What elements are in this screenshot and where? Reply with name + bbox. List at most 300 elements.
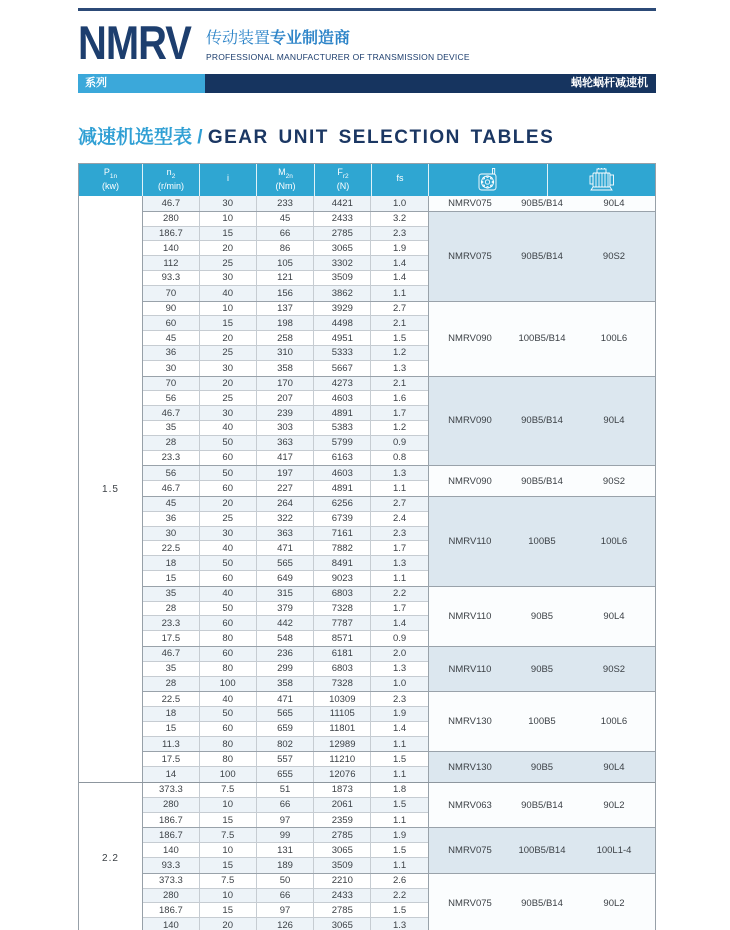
table-row [143,271,428,286]
model-name: NMRV110 [448,663,492,675]
cell-service-factor: 1.3 [392,467,407,479]
cell-output-speed: 30 [143,527,200,541]
cell-service-factor: 1.1 [392,483,407,495]
model-group [143,196,655,212]
cell-torque: 358 [257,677,315,692]
cell-ratio: 30 [200,361,257,376]
cell-ratio: 15 [200,316,257,330]
column-header-ratio: i [200,164,257,196]
cell-torque: 442 [257,616,315,630]
cell-radial-load: 4891 [314,406,371,420]
cell-ratio: 30 [200,527,257,541]
series-label: 系列 [78,74,205,93]
flange-size: 90B5/B14 [521,415,563,427]
cell-radial-load: 2061 [314,798,371,812]
cell-ratio: 60 [200,451,257,466]
table-row [143,196,428,211]
cell-radial-load: 7161 [314,527,371,541]
cell-service-factor: 1.8 [392,784,407,796]
model-selection-cell [429,377,655,466]
table-row [143,361,428,376]
series-bar [78,74,656,93]
table-row [143,722,428,737]
data-rows [143,752,429,782]
cell-ratio: 50 [200,602,257,616]
table-row [143,631,428,646]
cell-output-speed: 280 [143,798,200,812]
page-title-english: GEAR UNIT SELECTION TABLES [207,127,555,148]
table-row [143,767,428,782]
cell-torque: 471 [257,541,315,555]
cell-output-speed: 11.3 [143,737,200,752]
data-rows [143,874,429,930]
table-row [143,346,428,361]
cell-service-factor: 0.9 [392,437,407,449]
flange-size: 90B5 [530,663,554,675]
cell-service-factor: 1.5 [392,799,407,811]
column-header-gearbox [429,164,548,196]
table-row [143,256,428,271]
cell-service-factor: 1.6 [392,392,407,404]
model-group [143,212,655,302]
table-row [143,828,428,843]
cell-radial-load: 6803 [314,587,371,601]
cell-output-speed: 22.5 [143,692,200,706]
motor-size: 90L2 [603,799,625,811]
cell-output-speed: 35 [143,421,200,435]
cell-torque: 131 [257,843,315,857]
cell-ratio: 15 [200,227,257,241]
flange-size: 90B5/B14 [521,799,563,811]
cell-radial-load: 8491 [314,556,371,570]
data-rows [143,647,429,691]
table-row [143,616,428,631]
model-selection-cell [429,302,655,376]
cell-radial-load: 6803 [314,662,371,676]
cell-radial-load: 11801 [314,722,371,736]
gearbox-icon [475,167,501,193]
table-row [143,813,428,828]
motor-size: 90L4 [603,197,625,209]
cell-torque: 379 [257,602,315,616]
cell-service-factor: 1.3 [392,557,407,569]
cell-output-speed: 15 [143,722,200,736]
motor-size: 100L6 [600,535,628,547]
motor-size: 90L4 [603,415,625,427]
cell-service-factor: 2.7 [392,302,407,314]
cell-radial-load: 6739 [314,512,371,526]
cell-output-speed: 28 [143,436,200,450]
cell-output-speed: 93.3 [143,858,200,873]
model-name: NMRV090 [448,333,492,345]
column-header-power: $P_{1n}$ (kw) [79,164,143,196]
table-row [143,647,428,662]
model-name: NMRV090 [448,415,492,427]
cell-service-factor: 1.3 [392,920,407,930]
data-rows [143,377,429,466]
cell-radial-load: 8571 [314,631,371,646]
cell-torque: 310 [257,346,315,360]
cell-ratio: 60 [200,481,257,496]
cell-service-factor: 1.0 [392,678,407,690]
table-row [143,227,428,242]
column-header-radial-load: $F_{r2}$ (N) [315,164,372,196]
data-rows [143,828,429,872]
flange-size: 100B5/B14 [518,333,566,345]
brand-tagline [206,30,470,62]
cell-torque: 105 [257,256,315,270]
cell-radial-load: 3862 [314,286,371,301]
cell-torque: 363 [257,527,315,541]
cell-service-factor: 2.2 [392,588,407,600]
cell-torque: 299 [257,662,315,676]
cell-output-speed: 186.7 [143,227,200,241]
cell-torque: 557 [257,752,315,766]
table-row [143,286,428,301]
cell-service-factor: 2.3 [392,693,407,705]
data-rows [143,466,429,496]
flange-size: 90B5 [530,610,554,622]
cell-output-speed: 46.7 [143,196,200,211]
gear-unit-selection-table [78,163,656,930]
cell-torque: 471 [257,692,315,706]
cell-output-speed: 112 [143,256,200,270]
table-row [143,512,428,527]
model-name: NMRV063 [448,799,492,811]
table-row [143,677,428,692]
power-group-2.2 [79,783,655,930]
cell-output-speed: 17.5 [143,752,200,766]
cell-torque: 649 [257,571,315,586]
cell-service-factor: 2.2 [392,890,407,902]
model-group [143,497,655,587]
cell-radial-load: 7882 [314,541,371,555]
cell-radial-load: 5383 [314,421,371,435]
cell-output-speed: 186.7 [143,828,200,842]
model-name: NMRV130 [448,761,492,773]
cell-ratio: 40 [200,286,257,301]
cell-torque: 126 [257,918,315,930]
cell-service-factor: 1.3 [392,362,407,374]
cell-radial-load: 4951 [314,331,371,345]
table-row [143,843,428,858]
table-row [143,556,428,571]
cell-service-factor: 1.7 [392,407,407,419]
data-rows [143,212,429,301]
power-group-1.5 [79,196,655,783]
cell-torque: 358 [257,361,315,376]
cell-ratio: 7.5 [200,874,257,888]
motor-size: 90L4 [603,761,625,773]
cell-torque: 303 [257,421,315,435]
cell-ratio: 40 [200,541,257,555]
cell-torque: 239 [257,406,315,420]
cell-torque: 565 [257,707,315,721]
model-group [143,752,655,782]
cell-output-speed: 70 [143,286,200,301]
cell-output-speed: 46.7 [143,406,200,420]
cell-service-factor: 1.1 [392,769,407,781]
cell-ratio: 25 [200,391,257,405]
cell-radial-load: 4421 [314,196,371,211]
cell-radial-load: 1873 [314,783,371,797]
cell-torque: 66 [257,227,315,241]
cell-torque: 363 [257,436,315,450]
cell-output-speed: 23.3 [143,616,200,630]
model-name: NMRV130 [448,716,492,728]
cell-service-factor: 1.2 [392,347,407,359]
model-group [143,783,655,828]
cell-ratio: 80 [200,752,257,766]
cell-radial-load: 9023 [314,571,371,586]
table-row [143,918,428,930]
power-group-rows [143,783,655,930]
cell-ratio: 60 [200,616,257,630]
table-row [143,527,428,542]
cell-ratio: 100 [200,767,257,782]
cell-output-speed: 140 [143,918,200,930]
cell-ratio: 50 [200,436,257,450]
model-group [143,647,655,692]
cell-torque: 655 [257,767,315,782]
cell-radial-load: 3302 [314,256,371,270]
cell-torque: 233 [257,196,315,211]
table-row [143,497,428,512]
cell-radial-load: 2785 [314,903,371,917]
cell-ratio: 80 [200,662,257,676]
cell-ratio: 40 [200,587,257,601]
table-row [143,662,428,677]
cell-radial-load: 4603 [314,466,371,480]
cell-output-speed: 140 [143,241,200,255]
model-group [143,692,655,752]
cell-ratio: 60 [200,647,257,661]
table-row [143,798,428,813]
model-group [143,874,655,930]
cell-torque: 659 [257,722,315,736]
motor-size: 90S2 [602,250,626,262]
page-title-separator: / [192,127,208,148]
cell-ratio: 60 [200,722,257,736]
table-header-row [79,164,655,196]
cell-torque: 189 [257,858,315,873]
cell-output-speed: 140 [143,843,200,857]
cell-service-factor: 2.3 [392,227,407,239]
cell-torque: 99 [257,828,315,842]
cell-ratio: 50 [200,556,257,570]
flange-size: 90B5 [530,761,554,773]
cell-output-speed: 36 [143,512,200,526]
model-selection-cell [429,497,655,586]
table-row [143,602,428,617]
cell-output-speed: 46.7 [143,647,200,661]
cell-output-speed: 46.7 [143,481,200,496]
cell-output-speed: 56 [143,391,200,405]
cell-output-speed: 35 [143,662,200,676]
cell-torque: 121 [257,271,315,285]
cell-radial-load: 2433 [314,889,371,903]
cell-radial-load: 3065 [314,843,371,857]
cell-radial-load: 4891 [314,481,371,496]
cell-torque: 322 [257,512,315,526]
series-product-label: 蜗轮蜗杆减速机 [205,74,656,93]
page-title [78,122,554,149]
data-rows [143,587,429,646]
table-row [143,783,428,798]
model-selection-cell [429,783,655,827]
cell-output-speed: 18 [143,556,200,570]
table-row [143,421,428,436]
cell-torque: 236 [257,647,315,661]
cell-torque: 197 [257,466,315,480]
table-row [143,331,428,346]
motor-size: 100L1-4 [596,845,632,857]
cell-service-factor: 0.9 [392,633,407,644]
cell-ratio: 15 [200,813,257,828]
cell-radial-load: 3509 [314,858,371,873]
cell-ratio: 10 [200,843,257,857]
cell-ratio: 100 [200,677,257,692]
cell-output-speed: 90 [143,302,200,316]
motor-size: 90L4 [603,610,625,622]
cell-ratio: 50 [200,466,257,480]
table-row [143,481,428,496]
cell-torque: 417 [257,451,315,466]
table-row [143,316,428,331]
cell-radial-load: 6163 [314,451,371,466]
flange-size: 90B5/B14 [521,897,563,909]
cell-service-factor: 1.9 [392,708,407,720]
data-rows [143,196,429,211]
table-row [143,571,428,586]
flange-size: 90B5/B14 [521,250,563,262]
cell-output-speed: 30 [143,361,200,376]
table-row [143,451,428,466]
cell-output-speed: 28 [143,677,200,692]
model-selection-cell [429,466,655,496]
model-group [143,466,655,497]
table-row [143,377,428,392]
model-group [143,302,655,377]
table-row [143,406,428,421]
model-selection-cell [429,647,655,691]
cell-ratio: 25 [200,512,257,526]
cell-service-factor: 2.1 [392,317,407,329]
motor-size: 100L6 [600,716,628,728]
model-group [143,377,655,467]
cell-output-speed: 45 [143,497,200,511]
cell-torque: 802 [257,737,315,752]
cell-ratio: 30 [200,406,257,420]
cell-output-speed: 28 [143,602,200,616]
cell-torque: 170 [257,377,315,391]
model-name: NMRV075 [448,897,492,909]
cell-ratio: 20 [200,331,257,345]
cell-torque: 86 [257,241,315,255]
cell-ratio: 15 [200,903,257,917]
table-row [143,241,428,256]
table-row [143,541,428,556]
model-group [143,587,655,647]
cell-service-factor: 1.3 [392,663,407,675]
tagline-zh-bold: 专业制造商 [270,30,351,47]
model-selection-cell [429,874,655,930]
cell-ratio: 50 [200,707,257,721]
table-row [143,391,428,406]
cell-service-factor: 1.4 [392,723,407,735]
cell-service-factor: 1.4 [392,257,407,269]
cell-ratio: 20 [200,241,257,255]
cell-service-factor: 2.4 [392,513,407,525]
cell-output-speed: 35 [143,587,200,601]
cell-service-factor: 1.5 [392,753,407,765]
column-header-output-speed: $n_2$ (r/min) [143,164,200,196]
cell-radial-load: 4273 [314,377,371,391]
cell-ratio: 15 [200,858,257,873]
model-name: NMRV110 [448,610,492,622]
data-rows [143,783,429,827]
cell-service-factor: 1.1 [392,859,407,871]
table-row [143,302,428,317]
cell-ratio: 7.5 [200,828,257,842]
tagline-chinese [206,30,470,48]
model-selection-cell [429,587,655,646]
model-selection-cell [429,752,655,782]
cell-ratio: 60 [200,571,257,586]
cell-output-speed: 280 [143,889,200,903]
cell-output-speed: 14 [143,767,200,782]
table-row [143,903,428,918]
cell-radial-load: 12989 [314,737,371,752]
cell-torque: 548 [257,631,315,646]
cell-radial-load: 11105 [314,707,371,721]
table-row [143,874,428,889]
cell-service-factor: 1.7 [392,542,407,554]
flange-size: 100B5 [528,535,556,547]
data-rows [143,302,429,376]
flange-size: 100B5 [528,716,556,728]
cell-service-factor: 1.1 [392,572,407,584]
cell-service-factor: 1.4 [392,617,407,629]
table-row [143,466,428,481]
cell-output-speed: 186.7 [143,813,200,828]
cell-service-factor: 1.1 [392,287,407,299]
cell-radial-load: 2433 [314,212,371,226]
cell-radial-load: 2359 [314,813,371,828]
cell-service-factor: 1.5 [392,844,407,856]
cell-radial-load: 2785 [314,828,371,842]
motor-size: 90S2 [602,475,626,487]
cell-ratio: 25 [200,346,257,360]
table-row [143,436,428,451]
cell-output-speed: 373.3 [143,783,200,797]
cell-torque: 50 [257,874,315,888]
cell-ratio: 10 [200,798,257,812]
table-row [143,737,428,752]
table-row [143,692,428,707]
motor-size: 100L6 [600,333,628,345]
cell-torque: 565 [257,556,315,570]
cell-torque: 51 [257,783,315,797]
cell-service-factor: 1.7 [392,602,407,614]
cell-radial-load: 7787 [314,616,371,630]
model-selection-cell [429,828,655,872]
cell-output-speed: 45 [143,331,200,345]
cell-service-factor: 1.0 [392,197,407,209]
cell-radial-load: 5333 [314,346,371,360]
cell-radial-load: 3929 [314,302,371,316]
cell-service-factor: 0.8 [392,452,407,464]
